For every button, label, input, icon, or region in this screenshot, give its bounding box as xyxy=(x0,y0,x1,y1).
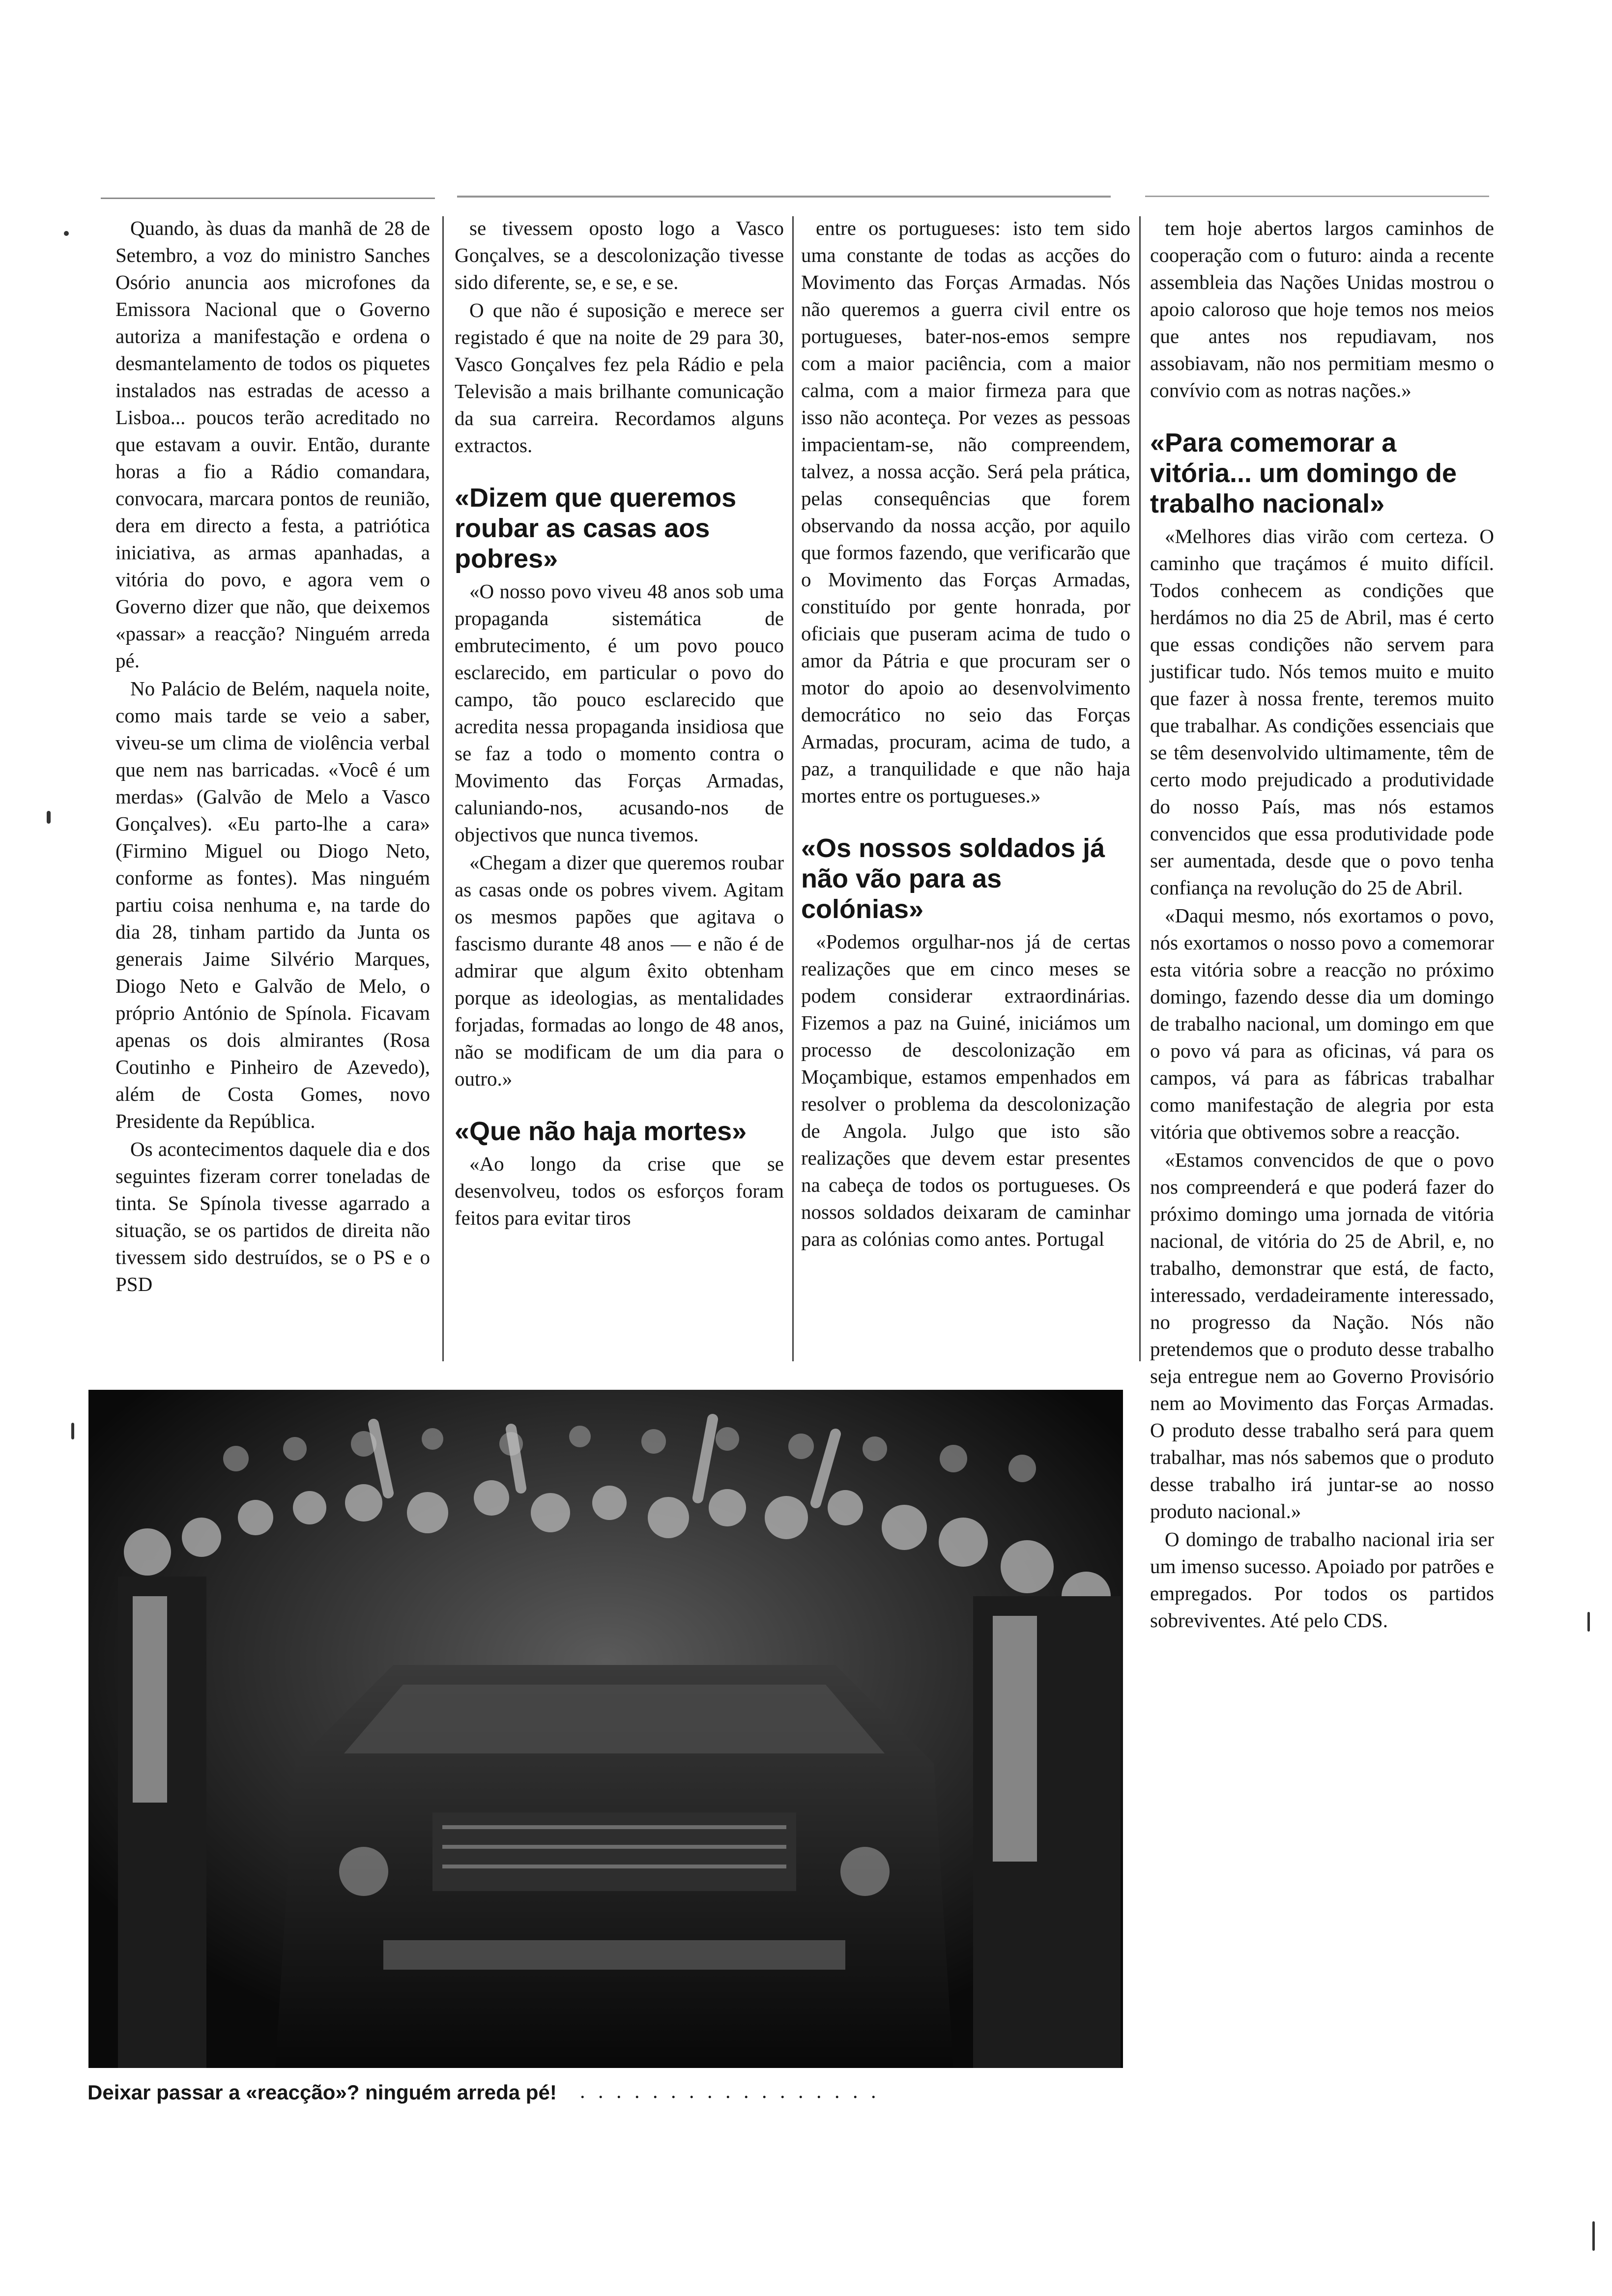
scan-speck xyxy=(47,811,51,824)
scan-speck xyxy=(71,1423,74,1439)
article-column-2 xyxy=(455,215,784,1232)
crowd-photo-drawing xyxy=(88,1390,1123,2068)
column-rule-3 xyxy=(1139,216,1141,1361)
subheading-que-nao-haja-mortes: «Que não haja mortes» xyxy=(455,1117,747,1146)
column-2-paragraph: «Chegam a dizer que queremos roubar as casas onde os pobres vivem. Agitam os mesmos papões que agitava o fascismo durante 48 anos — e não é de admirar que algum êxito obtenham porque as ideologias, as mentalidades forjadas, formadas ao longo de 48 anos, não se modificam de um dia para o outro.» xyxy=(455,851,784,1090)
column-2-paragraph: «Ao longo da crise que se desenvolveu, todos os esforços foram feitos para evitar tiros xyxy=(455,1152,784,1229)
scan-speck xyxy=(64,231,69,236)
subheading-para-comemorar: «Para comemorar a vitória... um domingo de trabalho nacional» xyxy=(1150,428,1457,518)
photo-caption: Deixar passar a «reacção»? ninguém arreda pé! xyxy=(87,2081,557,2104)
scan-speck xyxy=(1587,1612,1590,1632)
column-3-paragraph: «Podemos orgulhar-nos já de certas realizações que em cinco meses se podem considerar extraordinárias. Fizemos a paz na Guiné, iniciámos um processo de descolonização em Moçambique, estamos empenhados em resolver o problema da descolonização de Angola. Julgo que isto são realizações que devem estar presentes na cabeça de todos os portugueses. Os nossos soldados deixaram de caminhar para as colónias como antes. Portugal xyxy=(801,930,1130,1250)
column-4-paragraph: «Daqui mesmo, nós exortamos o povo, nós exortamos o nosso povo a comemorar esta vitória sobre a reacção no próximo domingo, fazendo desse dia um domingo de trabalho nacional, um domingo em que o povo vá para as oficinas, vá para os campos, vá para as fábricas trabalhar como manifestação de alegria por esta vitória que obtivemos sobre a reacção. xyxy=(1150,904,1494,1143)
crowd-photograph xyxy=(88,1390,1123,2068)
column-2-paragraph: se tivessem oposto logo a Vasco Gonçalves, se a descolonização tivesse sido diferente, se, e se, e se. xyxy=(455,217,784,293)
column-4-paragraph: «Estamos convencidos de que o povo nos compreenderá e que poderá fazer do próximo domingo uma jornada de vitória nacional, de vitória do 25 de Abril, e, no trabalho, demonstrar que está, de facto, interessado, verdadeiramente interessado, no progresso da Nação. Nós não pretendemos que o produto desse trabalho seja entregue nem ao Governo Provisório nem ao Movimento das Forças Armadas. O produto desse trabalho será para quem trabalhar, mas nós sabemos que o produto desse trabalho irá juntar-se ao nosso produto nacional.» xyxy=(1150,1148,1494,1522)
scan-speck xyxy=(1592,2221,1595,2251)
column-4-paragraph: O domingo de trabalho nacional iria ser um imenso sucesso. Apoiado por patrões e empregados. Por todos os partidos sobreviventes. Até pelo CDS. xyxy=(1150,1528,1494,1632)
column-1-paragraph: Os acontecimentos daquele dia e dos seguintes fizeram correr toneladas de tinta. Se Spínola tivesse agarrado a situação, se os partidos de direita não tivessem sido destruídos, se o PS e o PSD xyxy=(115,1138,430,1295)
scan-artifact-top-right xyxy=(1145,196,1489,197)
column-4-paragraph: «Melhores dias virão com certeza. O caminho que traçámos é muito difícil. Todos conhecem as condições que herdámos no dia 25 de Abril, mas é certo que essas condições não servem para justificar tudo. Nós temos muito e muito que fazer à nossa frente, teremos muito que trabalhar. As condições essenciais que se têm desenvolvido ultimamente, têm de certo modo prejudicado a produtividade do nosso País, mas nós estamos convencidos que essa produtividade pode ser aumentada, desde que o povo tenha confiança na revolução do 25 de Abril. xyxy=(1150,525,1494,899)
column-1-paragraph: No Palácio de Belém, naquela noite, como mais tarde se veio a saber, viveu-se um clima de violência verbal que nem nas barricadas. «Você é um merdas» (Galvão de Melo a Vasco Gonçalves). «Eu parto-lhe a cara» (Firmino Miguel ou Diogo Neto, conforme as fontes). Mas ninguém partiu coisa nenhuma e, na tarde do dia 28, tinham partido da Junta os generais Jaime Silvério Marques, Diogo Neto e Galvão de Melo, o próprio António de Spínola. Ficavam apenas os dois almirantes (Rosa Coutinho e Pinheiro de Azevedo), além de Costa Gomes, novo Presidente da República. xyxy=(115,677,430,1132)
scan-artifact-top-left xyxy=(101,198,435,199)
caption-dot-leader: . . . . . . . . . . . . . . . . . xyxy=(580,2080,880,2103)
article-column-3 xyxy=(801,215,1130,1253)
article-column-4 xyxy=(1150,215,1494,1634)
scan-artifact-top-mid xyxy=(457,196,1111,198)
column-3-paragraph: entre os portugueses: isto tem sido uma constante de todas as acções do Movimento das Forças Armadas. Nós não queremos a guerra civil entre os portugueses, bater-nos-emos sempre com a maior paciência, com a maior calma, com a maior firmeza para que isso não aconteça. Por vezes as pessoas impacientam-se, não compreendem, talvez, a nossa acção. Será pela prática, pelas consequências que forem observando da nossa acção, por aquilo que formos fazendo, que verificarão que o Movimento das Forças Armadas, constituído por gente honrada, por oficiais que puseram acima de tudo o amor da Pátria e que procuram ser o motor do apoio ao desenvolvimento democrático no seio das Forças Armadas, procuram, acima de tudo, a paz, a tranquilidade e que não haja mortes entre os portugueses.» xyxy=(801,217,1130,807)
column-rule-2 xyxy=(792,216,794,1361)
article-column-1 xyxy=(115,215,430,1298)
subheading-os-nossos-soldados: «Os nossos soldados já não vão para as colónias» xyxy=(801,833,1105,924)
subheading-dizem-que-queremos: «Dizem que queremos roubar as casas aos pobres» xyxy=(455,483,737,574)
column-rule-1 xyxy=(442,216,444,1361)
column-2-paragraph: «O nosso povo viveu 48 anos sob uma propaganda sistemática de embrutecimento, é um povo pouco esclarecido, em particular o povo do campo, tão pouco esclarecido que acredita nessa propaganda insidiosa que se faz a todo o momento contra o Movimento das Forças Armadas, caluniando-nos, acusando-nos de objectivos que nunca tivemos. xyxy=(455,580,784,846)
column-2-paragraph: O que não é suposição e merece ser registado é que na noite de 29 para 30, Vasco Gonçalves fez pela Rádio e pela Televisão a mais brilhante comunicação da sua carreira. Recordamos alguns extractos. xyxy=(455,299,784,457)
column-1-paragraph: Quando, às duas da manhã de 28 de Setembro, a voz do ministro Sanches Osório anuncia aos microfones da Emissora Nacional que o Governo autoriza a manifestação e ordena o desmantelamento de todos os piquetes instalados nas estradas de acesso a Lisboa... poucos terão acreditado no que estavam a ouvir. Então, durante horas a fio a Rádio comandara, convocara, marcara pontos de reunião, dera em directo a festa, a patriótica iniciativa, as armas apanhadas, a vitória do povo, e agora vem o Governo dizer que não, que deixemos «passar» a reacção? Ninguém arreda pé. xyxy=(115,217,430,672)
column-4-paragraph: tem hoje abertos largos caminhos de cooperação com o futuro: ainda a recente assembleia das Nações Unidas mostrou o apoio caloroso que hoje temos nos meios que antes nos repudiavam, nos assobiavam, não nos permitiam mesmo o convívio com as notras nações.» xyxy=(1150,217,1494,402)
